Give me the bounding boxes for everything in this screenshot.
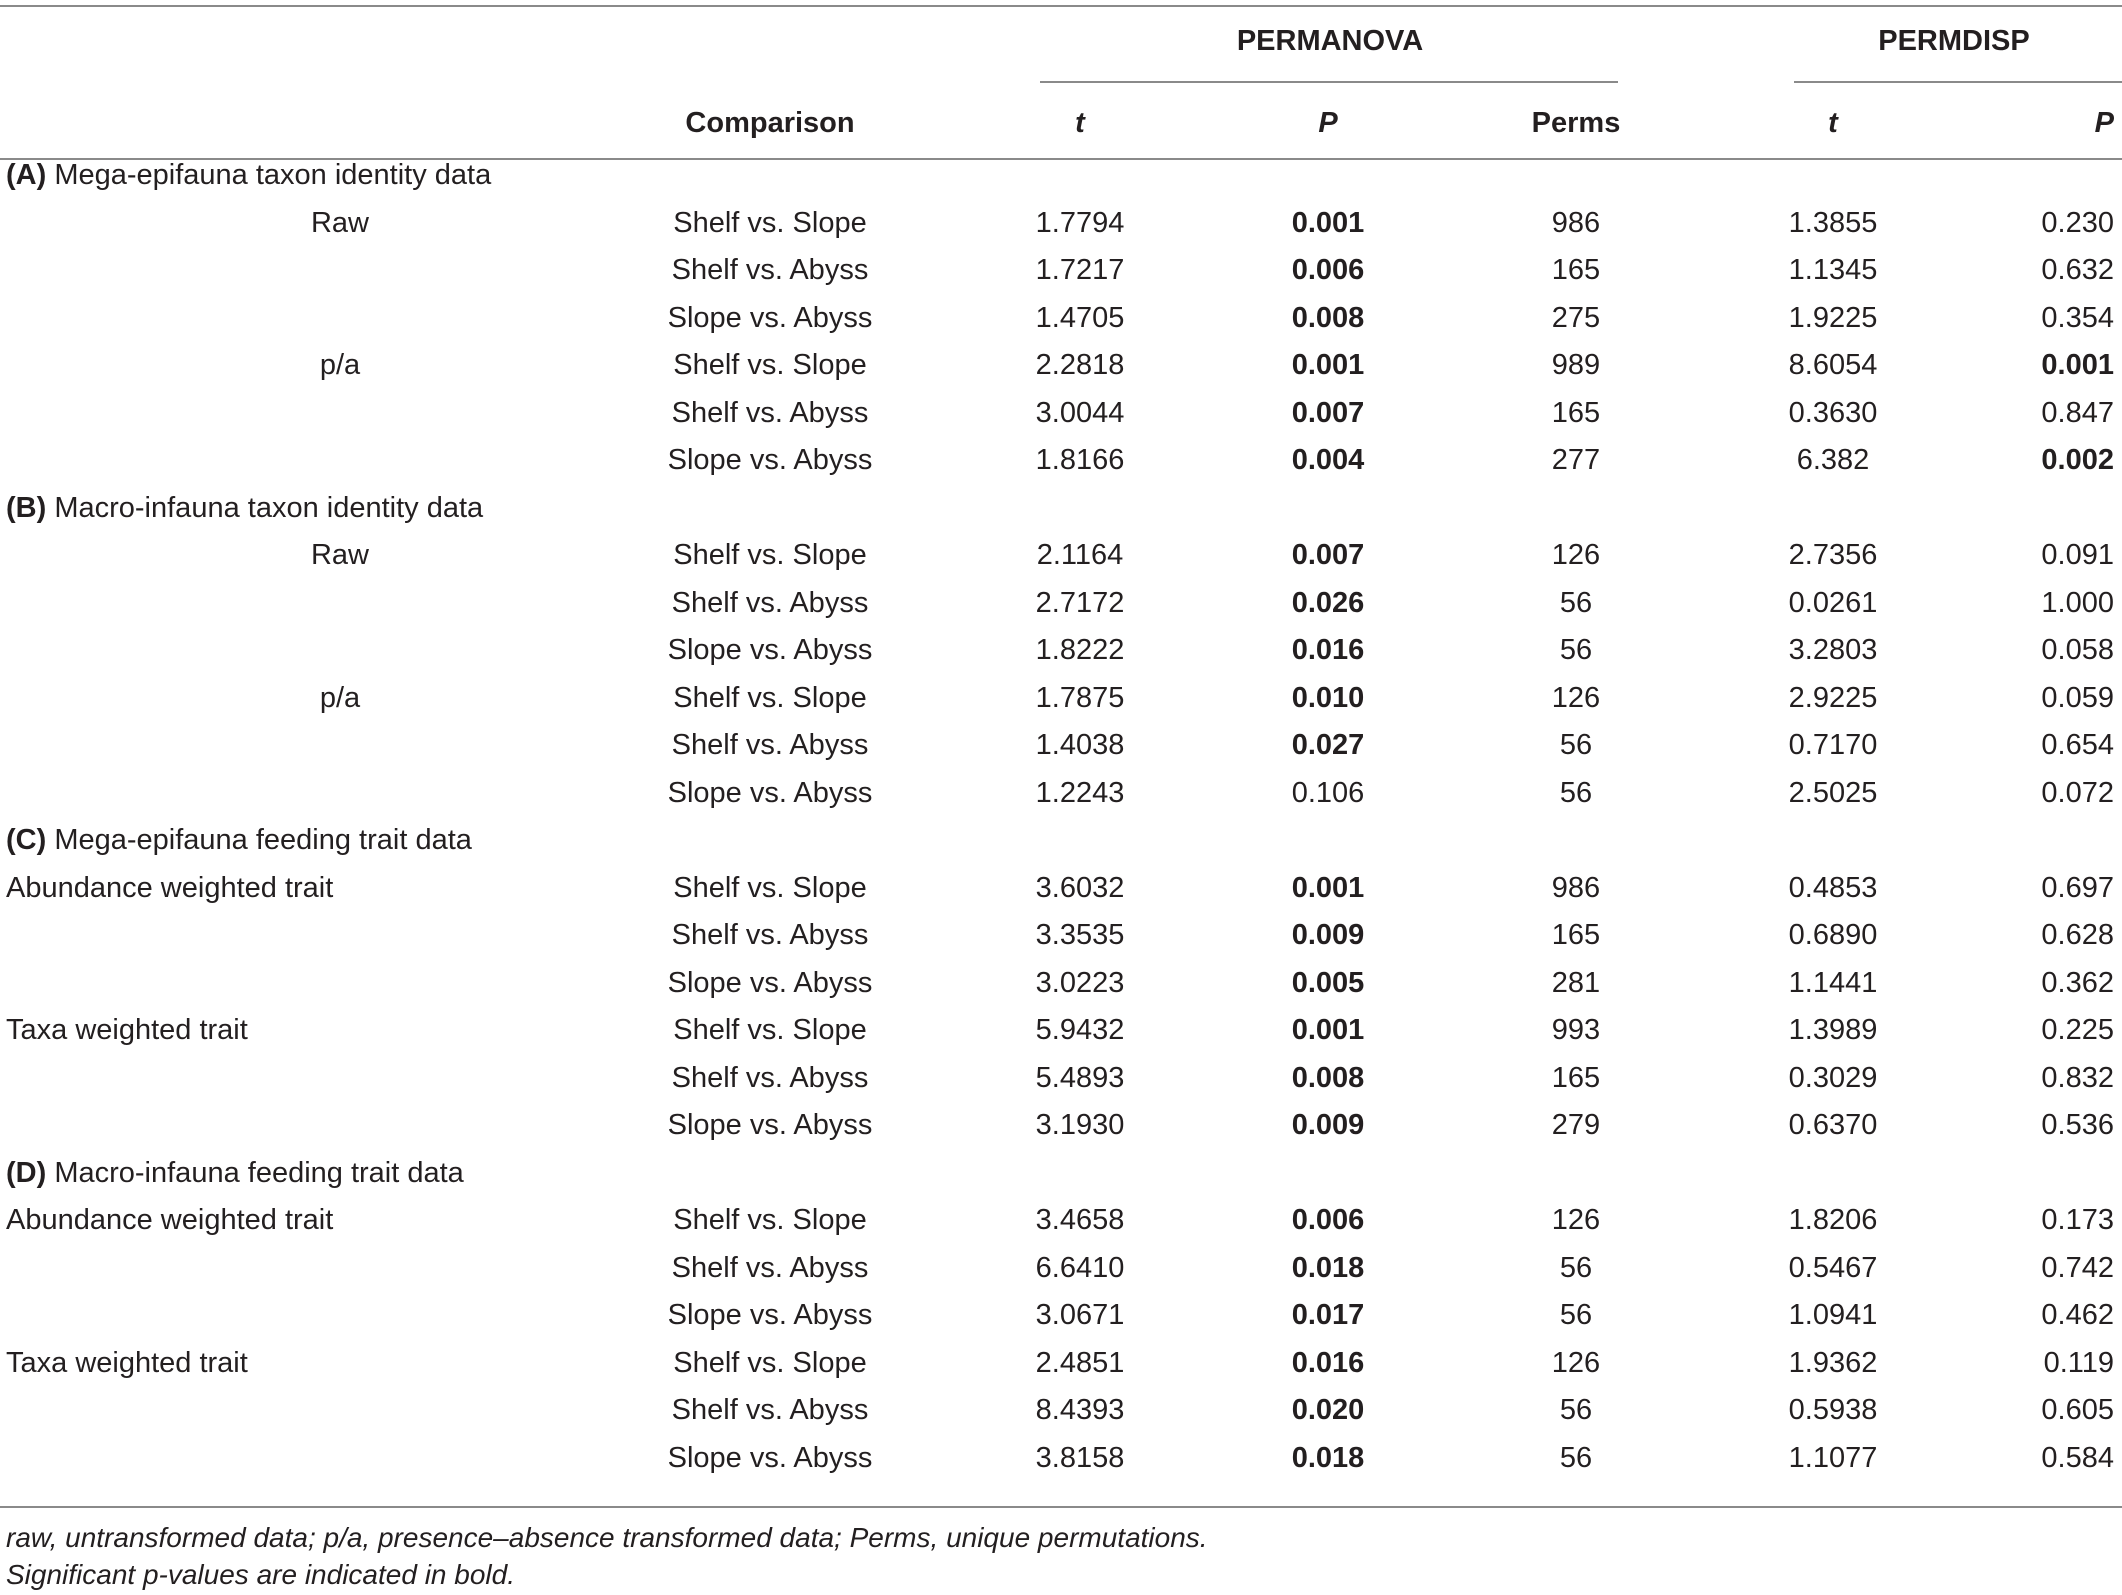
permanova-t-cell: 1.7875 [1035,681,1125,714]
perms-cell: 126 [1551,1204,1601,1236]
permanova-p-cell: 0.016 [1291,1346,1365,1379]
perms-cell: 126 [1551,1346,1601,1379]
permanova-t-cell: 1.8222 [1035,634,1125,666]
comparison-cell: Shelf vs. Abyss [671,1394,869,1426]
permanova-t-cell: 2.7172 [1035,586,1125,619]
permanova-t-cell: 3.1930 [1035,1109,1125,1141]
section-letter: (C) [6,824,47,856]
section-heading [6,155,491,195]
permanova-t-cell: 5.4893 [1035,1061,1125,1094]
permdisp-p-cell: 0.354 [2041,301,2114,334]
permdisp-p-cell: 0.654 [2041,729,2114,761]
perms-cell: 56 [1559,586,1593,619]
perms-cell: 126 [1551,681,1601,714]
permanova-t-cell: 3.8158 [1035,1441,1125,1474]
permdisp-p-cell: 0.628 [2041,919,2114,951]
permdisp-p-cell: 0.832 [2041,1061,2114,1094]
perms-cell: 56 [1559,1394,1593,1426]
permanova-t-cell: 3.0671 [1035,1299,1125,1331]
permanova-t-cell: 1.2243 [1035,776,1125,809]
permdisp-t-cell: 0.7170 [1788,729,1878,761]
section-title: Mega-epifauna taxon identity data [54,159,492,191]
comparison-cell: Slope vs. Abyss [667,1109,873,1141]
permanova-p-cell: 0.027 [1291,729,1365,761]
permanova-p-cell: 0.001 [1291,1014,1365,1046]
permdisp-t-cell: 0.4853 [1788,871,1878,904]
comparison-cell: Shelf vs. Abyss [671,919,869,951]
permdisp-t-cell: 1.3855 [1788,206,1878,239]
comparison-cell: Shelf vs. Slope [673,539,867,571]
perms-cell: 165 [1551,1061,1601,1094]
permanova-t-cell: 1.8166 [1035,444,1125,476]
permdisp-t-cell: 1.9225 [1788,301,1878,334]
permanova-underline [1040,81,1618,83]
section-letter: (A) [6,159,47,191]
section-title: Macro-infauna feeding trait data [54,1156,464,1189]
permanova-t-cell: 8.4393 [1035,1394,1125,1426]
comparison-cell: Slope vs. Abyss [667,1299,873,1331]
permdisp-t-cell: 2.9225 [1788,681,1878,714]
permanova-t-cell: 1.7794 [1035,206,1125,239]
permanova-t-cell: 1.7217 [1035,254,1125,286]
permanova-p-cell: 0.017 [1291,1299,1365,1331]
permdisp-t-cell: 0.5467 [1788,1251,1878,1284]
permdisp-underline [1794,81,2122,83]
permanova-p-cell: 0.016 [1291,634,1365,666]
permanova-p-cell: 0.005 [1291,966,1365,999]
permanova-t-cell: 3.3535 [1035,919,1125,951]
permdisp-t-cell: 1.3989 [1788,1014,1878,1046]
comparison-cell: Shelf vs. Abyss [671,254,869,286]
permdisp-t-cell: 0.6370 [1788,1109,1878,1141]
permdisp-p-cell: 0.697 [2041,871,2114,904]
permanova-p-cell: 0.007 [1291,396,1365,429]
permdisp-p-cell: 0.059 [2041,681,2114,714]
section-letter: (B) [6,491,47,524]
permdisp-t-cell: 1.1441 [1788,966,1878,999]
row-label: p/a [319,681,361,714]
permdisp-t-cell: 0.3630 [1788,396,1878,429]
perms-cell: 126 [1551,539,1601,571]
section-letter: (D) [6,1156,47,1189]
perms-cell: 277 [1551,444,1601,476]
comparison-cell: Shelf vs. Slope [673,1204,867,1236]
row-label: Taxa weighted trait [6,1346,248,1379]
permanova-p-cell: 0.010 [1291,681,1365,714]
permdisp-p-cell: 0.002 [2041,444,2114,476]
perms-cell: 993 [1551,1014,1601,1046]
permdisp-t-cell: 0.3029 [1788,1061,1878,1094]
permanova-t-cell: 3.4658 [1035,1204,1125,1236]
permdisp-p-cell: 0.536 [2041,1109,2114,1141]
permdisp-t-cell: 1.1077 [1788,1441,1878,1474]
permdisp-t-cell: 1.1345 [1788,254,1878,286]
perms-cell: 56 [1559,1441,1593,1474]
top-rule [0,5,2122,7]
permanova-t-cell: 2.4851 [1035,1346,1125,1379]
header-comparison: Comparison [685,107,855,139]
permanova-p-cell: 0.009 [1291,919,1365,951]
permanova-p-cell: 0.018 [1291,1441,1365,1474]
comparison-cell: Shelf vs. Slope [673,871,867,904]
section-title: Mega-epifauna feeding trait data [54,824,472,856]
permdisp-t-cell: 0.0261 [1788,586,1878,619]
permdisp-p-cell: 1.000 [2041,586,2114,619]
permanova-p-cell: 0.001 [1291,206,1365,239]
permdisp-t-cell: 0.6890 [1788,919,1878,951]
comparison-cell: Slope vs. Abyss [667,634,873,666]
permanova-t-cell: 3.6032 [1035,871,1125,904]
header-perms: Perms [1531,107,1621,139]
comparison-cell: Shelf vs. Abyss [671,729,869,761]
perms-cell: 165 [1551,254,1601,286]
permanova-p-cell: 0.001 [1291,349,1365,381]
permdisp-t-cell: 2.5025 [1788,776,1878,809]
row-label: Abundance weighted trait [6,1204,334,1236]
perms-cell: 275 [1551,301,1601,334]
permdisp-p-cell: 0.091 [2041,539,2114,571]
permdisp-t-cell: 6.382 [1796,444,1870,476]
bottom-rule [0,1506,2122,1508]
header-permanova-t: t [1075,107,1085,139]
perms-cell: 281 [1551,966,1601,999]
comparison-cell: Shelf vs. Abyss [671,396,869,429]
row-label: Raw [310,539,369,571]
perms-cell: 56 [1559,1251,1593,1284]
permanova-t-cell: 2.1164 [1036,539,1124,571]
permdisp-t-cell: 1.9362 [1788,1346,1878,1379]
permanova-t-cell: 3.0223 [1035,966,1125,999]
perms-cell: 279 [1551,1109,1601,1141]
permdisp-p-cell: 0.058 [2041,634,2114,666]
permanova-p-cell: 0.006 [1291,1204,1365,1236]
permanova-p-cell: 0.004 [1291,444,1365,476]
permdisp-p-cell: 0.632 [2041,254,2114,286]
section-title: Macro-infauna taxon identity data [54,491,484,524]
perms-cell: 165 [1551,396,1601,429]
permdisp-p-cell: 0.119 [2043,1346,2114,1379]
section-heading [6,820,472,860]
permanova-p-cell: 0.008 [1291,1061,1365,1094]
permdisp-p-cell: 0.362 [2041,966,2114,999]
perms-cell: 56 [1559,634,1593,666]
permdisp-p-cell: 0.072 [2041,776,2114,809]
perms-cell: 56 [1559,776,1593,809]
permanova-p-cell: 0.018 [1291,1251,1365,1284]
comparison-cell: Shelf vs. Slope [673,1014,867,1046]
perms-cell: 989 [1551,349,1601,381]
permdisp-t-cell: 3.2803 [1788,634,1878,666]
permanova-p-cell: 0.106 [1291,776,1365,809]
comparison-cell: Slope vs. Abyss [667,776,873,809]
permdisp-p-cell: 0.225 [2041,1014,2114,1046]
permdisp-p-cell: 0.742 [2041,1251,2114,1284]
comparison-cell: Shelf vs. Slope [673,681,867,714]
comparison-cell: Shelf vs. Slope [673,349,867,381]
permdisp-t-cell: 2.7356 [1788,539,1878,571]
comparison-cell: Slope vs. Abyss [667,301,873,334]
permanova-p-cell: 0.008 [1291,301,1365,334]
permanova-t-cell: 3.0044 [1035,396,1125,429]
permdisp-t-cell: 1.0941 [1788,1299,1878,1331]
permanova-p-cell: 0.009 [1291,1109,1365,1141]
permdisp-p-cell: 0.605 [2041,1394,2114,1426]
permanova-p-cell: 0.001 [1291,871,1365,904]
comparison-cell: Slope vs. Abyss [667,444,873,476]
permanova-p-cell: 0.007 [1291,539,1365,571]
perms-cell: 986 [1551,871,1601,904]
comparison-cell: Shelf vs. Abyss [671,586,869,619]
comparison-cell: Slope vs. Abyss [667,966,873,999]
permdisp-t-cell: 8.6054 [1788,349,1878,381]
perms-cell: 56 [1559,1299,1593,1331]
perms-cell: 56 [1559,729,1593,761]
header-permdisp-t: t [1828,107,1838,139]
header-group-permanova: PERMANOVA [1236,25,1424,57]
section-heading [6,488,483,528]
footnote-significance: Significant p-values are indicated in bold. [6,1559,515,1590]
permdisp-p-cell: 0.462 [2041,1299,2114,1331]
row-label: Raw [310,206,369,239]
permdisp-t-cell: 0.5938 [1788,1394,1878,1426]
footnote-abbreviations: raw, untransformed data; p/a, presence–absence transformed data; Perms, unique permutations. [6,1522,1208,1553]
permanova-p-cell: 0.020 [1291,1394,1365,1426]
permdisp-p-cell: 0.230 [2041,206,2114,239]
permdisp-p-cell: 0.001 [2041,349,2114,381]
header-permanova-p: P [1318,107,1338,139]
comparison-cell: Shelf vs. Slope [673,206,867,239]
permanova-t-cell: 1.4038 [1035,729,1125,761]
section-heading [6,1153,464,1193]
header-permdisp-p: P [2094,107,2114,139]
permdisp-p-cell: 0.847 [2041,396,2114,429]
comparison-cell: Shelf vs. Abyss [671,1061,869,1094]
permanova-t-cell: 5.9432 [1035,1014,1125,1046]
comparison-cell: Shelf vs. Abyss [671,1251,869,1284]
permanova-p-cell: 0.026 [1291,586,1365,619]
row-label: p/a [319,349,361,381]
perms-cell: 986 [1551,206,1601,239]
permdisp-t-cell: 1.8206 [1788,1204,1878,1236]
comparison-cell: Shelf vs. Slope [673,1346,867,1379]
header-group-permdisp: PERMDISP [1878,25,2030,57]
permanova-t-cell: 2.2818 [1035,349,1125,381]
permanova-t-cell: 6.6410 [1035,1251,1125,1284]
row-label: Taxa weighted trait [6,1014,248,1046]
permanova-p-cell: 0.006 [1291,254,1365,286]
perms-cell: 165 [1551,919,1601,951]
row-label: Abundance weighted trait [6,871,334,904]
permanova-t-cell: 1.4705 [1035,301,1125,334]
permdisp-p-cell: 0.173 [2041,1204,2114,1236]
comparison-cell: Slope vs. Abyss [667,1441,873,1474]
permdisp-p-cell: 0.584 [2041,1441,2114,1474]
